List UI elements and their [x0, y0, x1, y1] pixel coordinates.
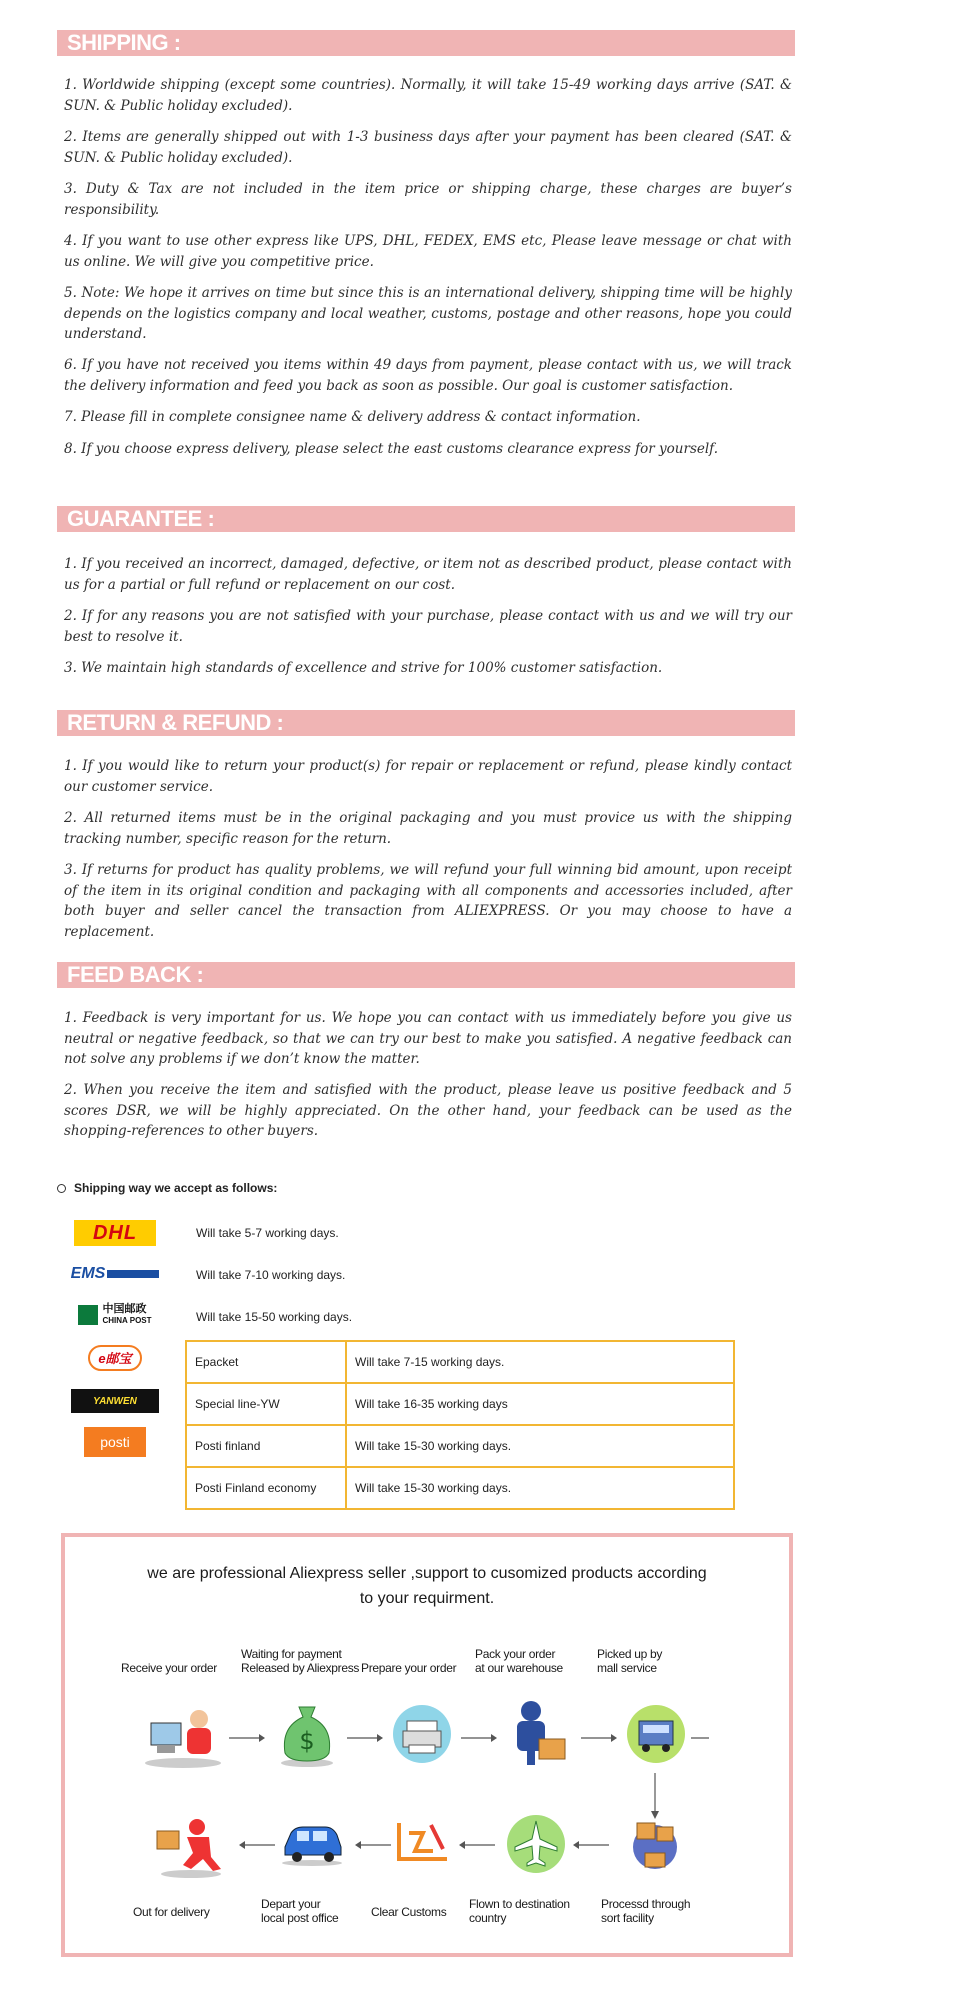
arrow-left-icon: [355, 1840, 391, 1850]
arrow-right-icon: [229, 1733, 265, 1743]
car-icon: [277, 1817, 347, 1867]
order-process-panel: [61, 1533, 793, 1957]
table-cell-time: Will take 15-30 working days.: [355, 1439, 512, 1453]
return-title: RETURN & REFUND :: [67, 710, 284, 735]
shipping-item-3: 3. Duty & Tax are not included in the item price or shipping charge, these charges are buyer’s responsibility.: [64, 181, 792, 218]
printer-icon: [391, 1703, 453, 1765]
step-label-line2: mall service: [597, 1661, 657, 1675]
dhl-duration: Will take 5-7 working days.: [196, 1226, 339, 1240]
step-receive-order: [121, 1661, 217, 1675]
step-flown-destination: [469, 1897, 570, 1925]
dash-line-icon: [691, 1733, 711, 1743]
truck-icon: [625, 1703, 687, 1765]
table-row: [187, 1468, 733, 1508]
feedback-section-header: [57, 962, 795, 988]
shipping-item-8: 8. If you choose express delivery, please select the east customs clearance express for yourself.: [64, 441, 718, 457]
step-label-line1: Picked up by: [597, 1647, 663, 1661]
china-post-logo-en: CHINA POST: [102, 1316, 152, 1325]
step-label-line1: Receive your order: [121, 1661, 217, 1675]
step-pack-order: [475, 1647, 563, 1675]
yanwen-logo-text: YANWEN: [93, 1395, 137, 1407]
return-item-3: 3. If returns for product has quality problems, we will refund your full winning bid amount, upon receipt of the item in its original condition and packaging with all components and accessories included, after both buyer and seller cancel the transaction from ALIEXPRESS. Or you may choose to have a replacement.: [64, 862, 792, 940]
shipping-item-2: 2. Items are generally shipped out with 1-3 business days after your payment has been cleared (SAT. & SUN. & Public holiday excluded).: [64, 129, 792, 166]
warehouse-worker-icon: [503, 1697, 575, 1769]
china-post-duration: Will take 15-50 working days.: [196, 1310, 353, 1324]
step-out-for-delivery: [133, 1905, 210, 1919]
arrow-left-icon: [573, 1840, 609, 1850]
step-label-line1: Processd through: [601, 1897, 691, 1911]
customs-icon: [393, 1819, 453, 1865]
step-label-line1: Pack your order: [475, 1647, 556, 1661]
yanwen-logo: [70, 1386, 160, 1416]
return-item-1: 1. If you would like to return your product(s) for repair or replacement or refund, please kindly contact our customer service.: [64, 758, 792, 795]
china-post-logo: [70, 1300, 160, 1330]
guarantee-item-1: 1. If you received an incorrect, damaged, defective, or item not as described product, please contact with us for a partial or full refund or replacement on our cost.: [64, 556, 792, 593]
step-label-line1: Depart your: [261, 1897, 321, 1911]
shipping-table: [185, 1340, 735, 1510]
arrow-right-icon: [347, 1733, 383, 1743]
guarantee-title: GUARANTEE :: [67, 506, 215, 531]
sort-facility-icon: [623, 1813, 687, 1875]
dhl-logo-text: DHL: [92, 1221, 138, 1244]
step-clear-customs: [371, 1905, 446, 1919]
china-post-logo-cn: 中国邮政: [102, 1303, 147, 1315]
arrow-right-icon: [581, 1733, 617, 1743]
step-label-line2: at our warehouse: [475, 1661, 563, 1675]
arrow-left-icon: [239, 1840, 275, 1850]
step-label-line1: Prepare your order: [361, 1661, 457, 1675]
dhl-logo: [70, 1218, 160, 1248]
shipping-ways-heading-text: Shipping way we accept as follows:: [74, 1181, 278, 1195]
table-cell-time: Will take 7-15 working days.: [355, 1355, 505, 1369]
table-cell-name: Epacket: [187, 1342, 347, 1382]
process-title-line2: to your requirment.: [359, 1590, 495, 1607]
shipping-item-6: 6. If you have not received you items within 49 days from payment, please contact with us, we will track the delivery information and feed you back as soon as possible. Our goal is customer satisfaction.: [64, 357, 792, 394]
shipping-title: SHIPPING :: [67, 30, 181, 55]
shipping-item-4: 4. If you want to use other express like UPS, DHL, FEDEX, EMS etc, Please leave message or chat with us online. We will give you competitive price.: [64, 233, 792, 270]
ems-logo-text: EMS: [70, 1265, 106, 1282]
shipping-section-header: [57, 30, 795, 56]
shipping-item-5: 5. Note: We hope it arrives on time but since this is an international delivery, shipping time will be highly depends on the logistics company and local weather, customs, postage and other reasons, hope you could understand.: [64, 285, 792, 342]
feedback-item-2: 2. When you receive the item and satisfied with the product, please leave us positive feedback and 5 scores DSR, we will be highly appreciated. On the other hand, your feedback can be used as the shopping-references to other buyers.: [64, 1082, 792, 1139]
table-cell-name: Special line-YW: [187, 1384, 347, 1424]
customer-computer-icon: [143, 1705, 223, 1769]
ems-duration: Will take 7-10 working days.: [196, 1268, 346, 1282]
table-row: [187, 1426, 733, 1468]
guarantee-item-3: 3. We maintain high standards of excellence and strive for 100% customer satisfaction.: [64, 660, 663, 676]
money-bag-icon: [275, 1697, 339, 1769]
step-sort-facility: [601, 1897, 690, 1925]
table-row: [187, 1342, 733, 1384]
table-cell-name: Posti finland: [187, 1426, 347, 1466]
delivery-man-icon: [151, 1817, 231, 1879]
svg-text:$: $: [299, 1727, 315, 1755]
step-picked-up: [597, 1647, 662, 1675]
shipping-ways-heading: [57, 1181, 277, 1195]
step-waiting-payment: [241, 1647, 359, 1675]
return-section-header: [57, 710, 795, 736]
epacket-logo-text: e邮宝: [98, 1351, 132, 1366]
shipping-item-1: 1. Worldwide shipping (except some countries). Normally, it will take 15-49 working days arrive (SAT. & SUN. & Public holiday excluded).: [64, 77, 792, 114]
arrow-right-icon: [461, 1733, 497, 1743]
posti-logo-text: posti: [100, 1434, 130, 1450]
arrow-left-icon: [459, 1840, 495, 1850]
guarantee-section-header: [57, 506, 795, 532]
shipping-item-7: 7. Please fill in complete consignee name & delivery address & contact information.: [64, 409, 641, 425]
table-cell-name: Posti Finland economy: [187, 1468, 347, 1508]
table-row: [187, 1384, 733, 1426]
step-label-line2: sort facility: [601, 1911, 654, 1925]
table-cell-time: Will take 15-30 working days.: [355, 1481, 512, 1495]
step-prepare-order: [361, 1661, 456, 1675]
step-label-line1: Waiting for payment: [241, 1647, 342, 1661]
posti-logo: [70, 1427, 160, 1457]
ems-logo-stripe: [107, 1270, 159, 1278]
process-title: [65, 1561, 789, 1611]
step-label-line1: Out for delivery: [133, 1905, 210, 1919]
step-label-line2: country: [469, 1911, 507, 1925]
guarantee-item-2: 2. If for any reasons you are not satisfied with your purchase, please contact with us and we will try our best to resolve it.: [64, 608, 792, 645]
epacket-logo: [70, 1343, 160, 1373]
ems-logo: [70, 1259, 160, 1289]
process-title-line1: we are professional Aliexpress seller ,support to cusomized products according: [147, 1565, 707, 1582]
step-label-line1: Flown to destination: [469, 1897, 570, 1911]
feedback-item-1: 1. Feedback is very important for us. We hope you can contact with us immediately before you give us neutral or negative feedback, so that we can try our best to make you satisfied. A negative feedback can not solve any problems if we don’t know the matter.: [64, 1010, 792, 1067]
table-cell-time: Will take 16-35 working days: [355, 1397, 508, 1411]
china-post-emblem-icon: [78, 1305, 98, 1325]
step-depart-post-office: [261, 1897, 338, 1925]
feedback-title: FEED BACK :: [67, 962, 204, 987]
return-item-2: 2. All returned items must be in the original packaging and you must provice us with the shipping tracking number, specific reason for the return.: [64, 810, 792, 847]
circle-bullet-icon: [57, 1184, 66, 1193]
airplane-icon: [505, 1813, 567, 1875]
step-label-line2: Released by Aliexpress: [241, 1661, 360, 1675]
step-label-line1: Clear Customs: [371, 1905, 447, 1919]
step-label-line2: local post office: [261, 1911, 339, 1925]
